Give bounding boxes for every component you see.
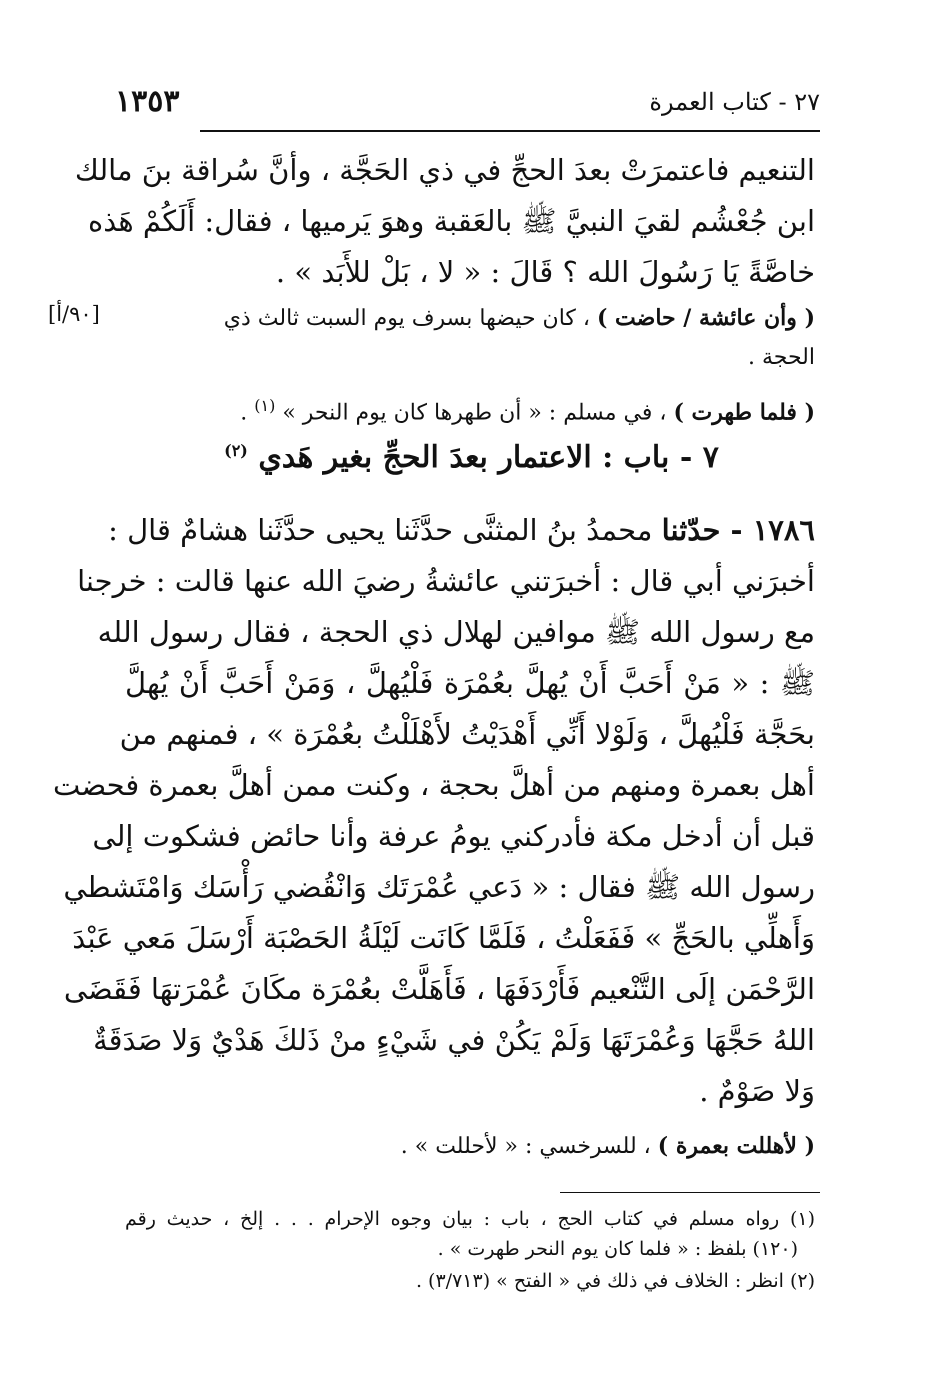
text-line: التنعيم فاعتمرَتْ بعدَ الحجِّ في ذي الحَجَّة ، وأنَّ سُراقة بنَ مالك (74, 153, 815, 187)
text-line: اللهُ حَجَّهَا وَعُمْرَتَهَا وَلَمْ يَكُنْ في شَيْءٍ منْ ذَلكَ هَدْيٌ وَلا صَدَقَةٌ (93, 1023, 815, 1057)
text-line: ( وأن عائشة / حاضت ) ، كان حيضها بسرف يوم السبت ثالث ذي (223, 305, 815, 331)
text-line: بحَجَّة فَلْيُهلَّ ، وَلَوْلا أَنِّي أَهْدَيْتُ لأَهْلَلْتُ بعُمْرَة » ، فمنهم من (119, 717, 815, 751)
running-title: ٢٧ - كتاب العمرة (649, 88, 820, 116)
text-line: مع رسول الله ﷺ موافين لهلال ذي الحجة ، فقال رسول الله (97, 615, 815, 649)
text-line: رسول الله ﷺ فقال : « دَعي عُمْرَتَك وَانْقُضي رَأْسَك وَامْتَشطي (63, 870, 815, 904)
text-line: الرَّحْمَن إلَى التَّنْعيم فَأَرْدَفَهَا ، فَأَهَلَّتْ بعُمْرَة مكَانَ عُمْرَتهَا فَقَضَى (63, 972, 815, 1006)
footnote-marker: (١) (254, 396, 276, 415)
text-line: وَلا صَوْمٌ . (699, 1074, 815, 1108)
text-line: ( لأهللت بعمرة ) ، للسرخسي : « لأحللت » . (400, 1133, 815, 1159)
hadith-number: ١٧٨٦ - حدّثنا (661, 513, 815, 547)
footnote-2: (٢) انظر : الخلاف في ذلك في « الفتح » (٣/٧١٣) . (415, 1270, 815, 1292)
text-line: أخبرَني أبي قال : أخبرَتني عائشةُ رضيَ الله عنها قالت : خرجنا (77, 564, 815, 598)
header-rule (200, 130, 820, 132)
footnote-1: (١) رواه مسلم في كتاب الحج ، باب : بيان وجوه الإحرام . . . إلخ ، حديث رقم (125, 1208, 815, 1230)
footnote-1-cont: (١٢٠) بلفظ : « فلما كان يوم النحر طهرت » . (437, 1238, 798, 1260)
text-line: قبل أن أدخل مكة فأدركني يومُ عرفة وأنا حائض فشكوت إلى (92, 819, 815, 853)
text-line: أهل بعمرة ومنهم من أهلَّ بحجة ، وكنت ممن أهلَّ بعمرة فحضت (53, 768, 815, 802)
text-line: ١٧٨٦ - حدّثنا محمدُ بنُ المثنَّى حدَّثَنا يحيى حدَّثَنا هشامٌ قال : (108, 513, 815, 547)
text-line: ( فلما طهرت ) ، في مسلم : « أن طهرها كان يوم النحر » $^{(١)}$ . (240, 396, 815, 426)
margin-reference: [٩٠/أ] (48, 302, 100, 326)
lemma: ( فلما طهرت ) (673, 399, 815, 426)
page-number: ١٣٥٣ (115, 84, 180, 119)
page-header (115, 82, 820, 122)
footnote-marker: (٢) (224, 441, 248, 460)
lemma: ( وأن عائشة / حاضت ) (596, 305, 815, 331)
text-line: ابن جُعْشُم لقيَ النبيَّ ﷺ بالعَقبة وهوَ يَرميها ، فقال: أَلَكُمْ هَذه (88, 204, 815, 238)
text-line: خاصَّةً يَا رَسُولَ الله ؟ قَالَ : « لا ، بَلْ للأَبَد » . (275, 255, 815, 289)
lemma: ( لأهللت بعمرة ) (657, 1133, 815, 1159)
chapter-heading: ٧ - باب : الاعتمار بعدَ الحجِّ بغير هَدي $^{(٢)}$ (224, 440, 719, 475)
text-line: الحجة . (748, 345, 815, 370)
text-line: وَأَهلِّي بالحَجِّ » فَفَعَلْتُ ، فَلَمَّا كَانَت لَيْلَةُ الحَصْبَة أَرْسَلَ مَعي عَبْدَ (72, 921, 815, 955)
text-line: ﷺ : « مَنْ أَحَبَّ أَنْ يُهلَّ بعُمْرَة فَلْيُهلَّ ، وَمَنْ أَحَبَّ أَنْ يُهلَّ (125, 666, 815, 700)
footnote-rule (560, 1192, 820, 1193)
